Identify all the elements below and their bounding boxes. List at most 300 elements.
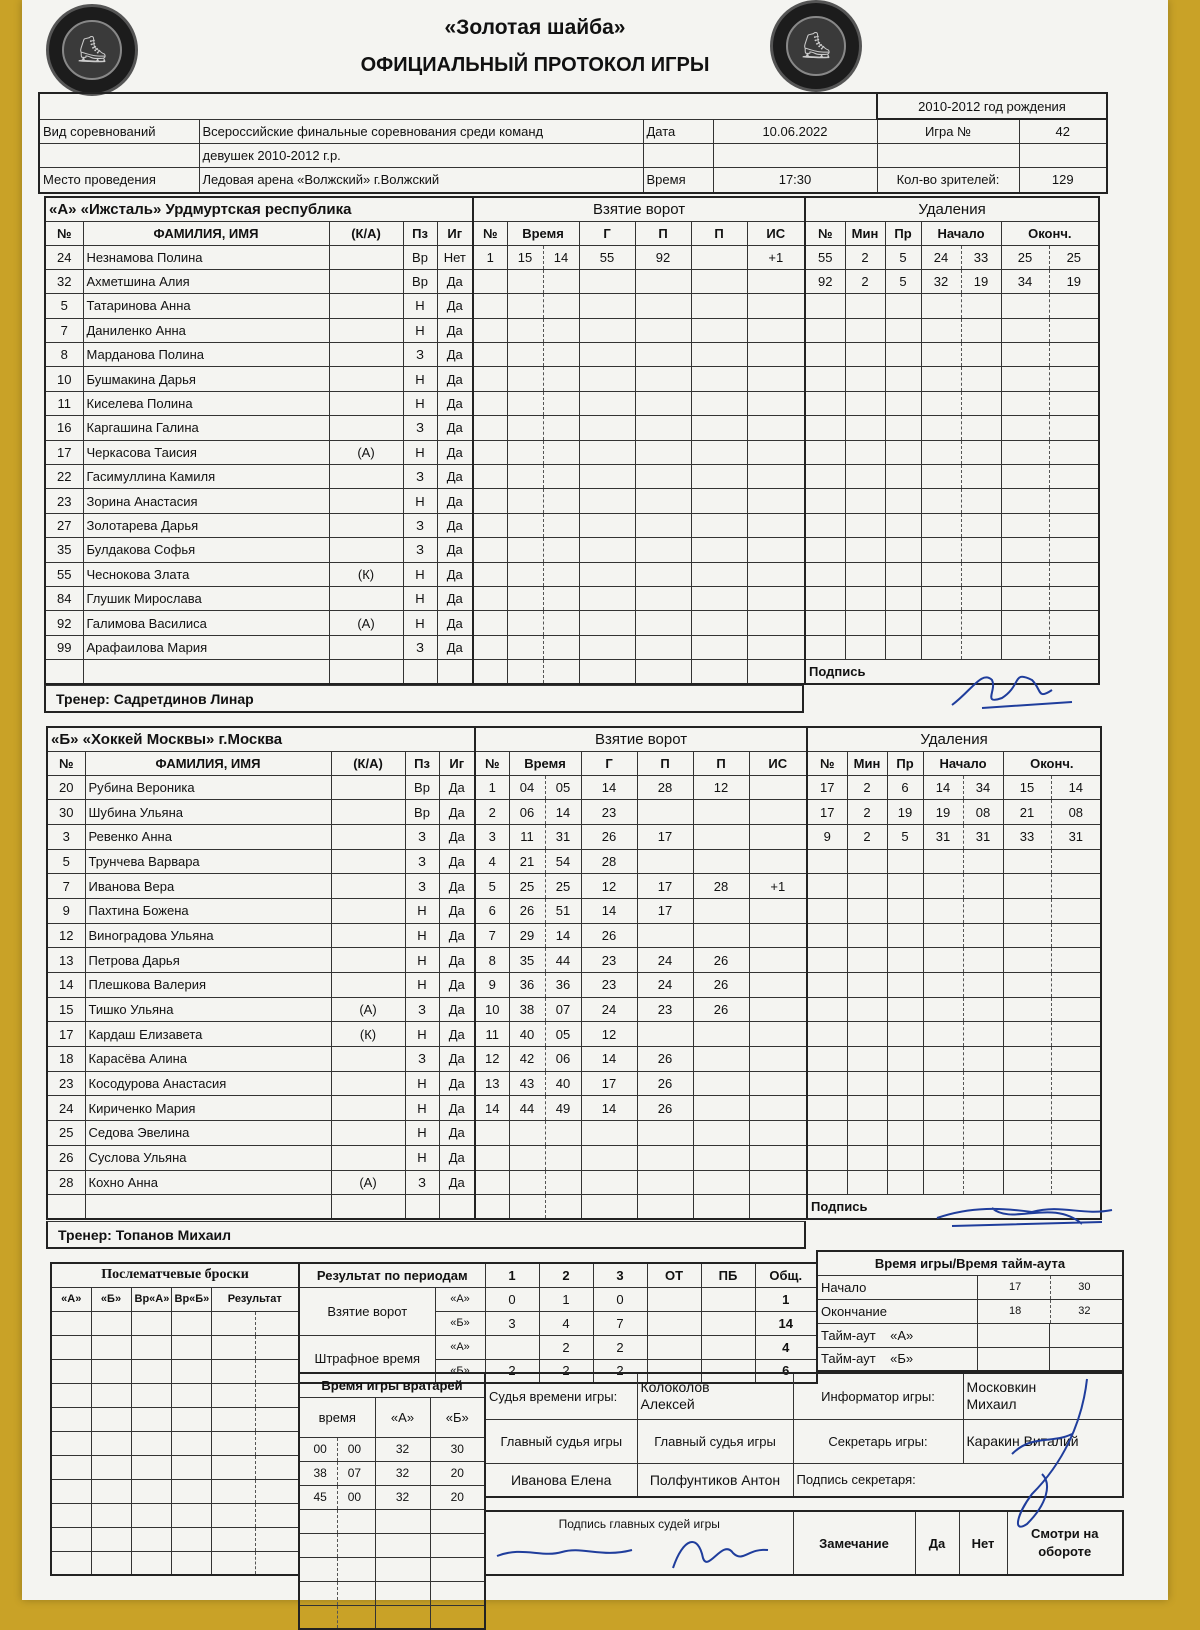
goal-assist-1: 92 [635, 245, 691, 269]
goal-assist-1: 17 [637, 874, 693, 899]
penalty-reason [885, 416, 921, 440]
player-number: 18 [47, 1047, 85, 1072]
end-label: Окончание [817, 1299, 977, 1323]
goal-assist-1 [635, 513, 691, 537]
player-role [331, 849, 405, 874]
player-name: Киселева Полина [83, 391, 329, 415]
penalty-end-min [1001, 489, 1049, 513]
goal-assist-1: 26 [637, 1047, 693, 1072]
player-role [329, 269, 403, 293]
teamA-coach-name: Садретдинов Линар [113, 691, 254, 708]
player-name: Суслова Ульяна [85, 1145, 331, 1170]
penalty-end-sec [1049, 440, 1099, 464]
shootout-row [51, 1431, 299, 1455]
penalty-end-sec: 14 [1051, 775, 1101, 800]
date-label: Дата [643, 119, 713, 143]
shootout-col-result: Результат [211, 1287, 299, 1311]
penalty-row [807, 1121, 1101, 1146]
goal-row [473, 660, 805, 684]
penalty-end-min: 25 [1001, 245, 1049, 269]
player-plays: Да [439, 874, 475, 899]
goal-scorer [579, 318, 635, 342]
goal-number [473, 294, 507, 318]
penalty-start-sec [963, 1071, 1003, 1096]
penalty-minutes: 2 [847, 824, 887, 849]
penalty-player [805, 294, 845, 318]
goal-assist-2 [691, 318, 747, 342]
goal-strength [749, 775, 807, 800]
goal-minute [507, 343, 543, 367]
penalty-row [805, 294, 1099, 318]
goal-minute: 06 [509, 800, 545, 825]
player-position [405, 1195, 439, 1220]
player-position: З [403, 343, 437, 367]
player-plays: Да [437, 343, 473, 367]
penalty-end-min: 21 [1003, 800, 1051, 825]
penalty-reason [887, 898, 923, 923]
pen-a-1 [485, 1335, 539, 1359]
goal-second [543, 660, 579, 684]
goal-strength [747, 465, 805, 489]
period-col-pb: ПБ [701, 1263, 755, 1287]
goal-number: 2 [475, 800, 509, 825]
penalty-player [807, 1121, 847, 1146]
player-row [47, 800, 475, 825]
player-position: Н [405, 923, 439, 948]
goal-assist-2 [693, 1145, 749, 1170]
goals-b-ot [647, 1311, 701, 1335]
goalie-team-b [430, 1509, 485, 1533]
player-row [45, 611, 473, 635]
player-row [45, 318, 473, 342]
pen-a-total: 4 [755, 1335, 817, 1359]
penalty-start-sec [963, 1096, 1003, 1121]
goal-assist-2 [691, 245, 747, 269]
player-row [45, 635, 473, 659]
player-name: Глушик Мирослава [83, 586, 329, 610]
player-name: Кириченко Мария [85, 1096, 331, 1121]
goal-assist-2 [691, 513, 747, 537]
goal-strength [749, 1121, 807, 1146]
hockey-player-icon: ⛸ [786, 16, 846, 76]
penalty-player [805, 489, 845, 513]
penalty-end-min [1003, 849, 1051, 874]
col-goal-assist1: П [637, 751, 693, 775]
goal-second [545, 1170, 581, 1195]
goalie-row [299, 1533, 485, 1557]
goal-assist-2 [691, 660, 747, 684]
player-position: Вр [405, 800, 439, 825]
col-goal-num: № [473, 221, 507, 245]
teamB-coach-row [46, 1221, 806, 1249]
col-ig: Иг [439, 751, 475, 775]
player-number: 28 [47, 1170, 85, 1195]
goalies-col-b: «Б» [430, 1397, 485, 1437]
player-position: Н [403, 440, 437, 464]
time-value: 17:30 [713, 167, 877, 193]
goal-row [473, 611, 805, 635]
penalty-player [807, 1096, 847, 1121]
goal-second [543, 269, 579, 293]
penalty-end-sec [1049, 513, 1099, 537]
penalty-start-min [923, 1071, 963, 1096]
goalie-team-a [375, 1605, 430, 1629]
goal-minute [507, 391, 543, 415]
chief-ref-1-signature [492, 1536, 642, 1566]
player-plays: Да [437, 294, 473, 318]
shootout-col-gk-b: Вр«Б» [171, 1287, 211, 1311]
goal-strength [749, 849, 807, 874]
goalie-row [299, 1461, 485, 1485]
col-pen-start: Начало [921, 221, 1001, 245]
penalty-start-sec [963, 1145, 1003, 1170]
player-row [47, 1047, 475, 1072]
goal-assist-1: 24 [637, 973, 693, 998]
penalty-minutes [845, 440, 885, 464]
penalty-end-sec [1049, 489, 1099, 513]
goal-assist-2: 26 [693, 997, 749, 1022]
goal-scorer [581, 1145, 637, 1170]
col-goal-assist2: П [691, 221, 747, 245]
goal-row [473, 391, 805, 415]
penalty-reason [885, 611, 921, 635]
date-value: 10.06.2022 [713, 119, 877, 143]
chief-ref-label-2: Главный судья игры [637, 1419, 793, 1463]
info-table [38, 92, 1108, 194]
penalty-end-min [1003, 1121, 1051, 1146]
player-plays: Да [437, 367, 473, 391]
player-name: Иванова Вера [85, 874, 331, 899]
player-number: 10 [45, 367, 83, 391]
penalty-minutes [845, 465, 885, 489]
penalty-reason [885, 318, 921, 342]
goal-strength [747, 391, 805, 415]
goal-assist-1: 26 [637, 1096, 693, 1121]
player-position: Н [405, 1071, 439, 1096]
game-label: Игра № [877, 119, 1019, 143]
goal-strength [747, 513, 805, 537]
penalty-minutes: 2 [847, 775, 887, 800]
player-role [329, 318, 403, 342]
goal-row [475, 1071, 807, 1096]
player-name: Татаринова Анна [83, 294, 329, 318]
goal-scorer [579, 294, 635, 318]
goal-row [473, 416, 805, 440]
goal-minute: 35 [509, 948, 545, 973]
player-role [329, 343, 403, 367]
player-plays: Да [439, 800, 475, 825]
penalty-end-min: 34 [1001, 269, 1049, 293]
goal-minute: 25 [509, 874, 545, 899]
penalty-start-sec [961, 513, 1001, 537]
goal-strength [747, 440, 805, 464]
penalty-start-sec [963, 1170, 1003, 1195]
player-number: 55 [45, 562, 83, 586]
penalty-start-sec [963, 997, 1003, 1022]
goal-assist-1: 24 [637, 948, 693, 973]
goal-second [543, 538, 579, 562]
player-role [329, 489, 403, 513]
goal-assist-1 [637, 1022, 693, 1047]
player-row [45, 391, 473, 415]
penalty-reason: 19 [887, 800, 923, 825]
chief-ref-1-name: Иванова Елена [485, 1463, 637, 1497]
penalty-end-min [1001, 562, 1049, 586]
goals-row-label: Взятие ворот [299, 1287, 435, 1335]
timekeeper-label: Судья времени игры: [485, 1373, 637, 1419]
penalty-start-min [921, 562, 961, 586]
goal-assist-1 [635, 660, 691, 684]
penalty-start-min [921, 294, 961, 318]
goals-title: Взятие ворот [473, 197, 805, 221]
penalty-player [805, 513, 845, 537]
goal-assist-2: 12 [693, 775, 749, 800]
player-position: Вр [403, 245, 437, 269]
goal-assist-1 [635, 489, 691, 513]
penalty-row [805, 562, 1099, 586]
col-num: № [45, 221, 83, 245]
teamA-players-table [44, 196, 474, 685]
goalie-team-b: 20 [430, 1461, 485, 1485]
player-plays [439, 1195, 475, 1220]
penalty-minutes [847, 1071, 887, 1096]
timeout-b-team: «Б» [890, 1351, 914, 1367]
see-back-2: обороте [1038, 1544, 1092, 1559]
goal-assist-2 [693, 1047, 749, 1072]
col-pz: Пз [405, 751, 439, 775]
goal-assist-2 [691, 269, 747, 293]
goal-scorer [579, 440, 635, 464]
pen-a-ot [647, 1335, 701, 1359]
end-hour: 18 [1009, 1305, 1022, 1317]
penalty-end-sec: 25 [1049, 245, 1099, 269]
penalty-start-min [921, 416, 961, 440]
goal-number [473, 538, 507, 562]
player-name: Ахметшина Алия [83, 269, 329, 293]
player-position: Н [403, 367, 437, 391]
goal-assist-2 [691, 440, 747, 464]
goal-assist-1 [635, 586, 691, 610]
secretary-signature [992, 1374, 1102, 1544]
penalty-minutes [845, 367, 885, 391]
goal-strength [747, 343, 805, 367]
penalty-end-sec [1049, 294, 1099, 318]
penalty-player [805, 391, 845, 415]
goal-row [473, 513, 805, 537]
penalty-end-sec [1051, 973, 1101, 998]
period-col-3: 3 [593, 1263, 647, 1287]
penalty-end-sec [1049, 391, 1099, 415]
goals-b-pb [701, 1311, 755, 1335]
player-role: (К) [329, 562, 403, 586]
goal-row [473, 294, 805, 318]
goal-second: 14 [545, 923, 581, 948]
goal-assist-1 [635, 367, 691, 391]
informer-surname: Московкин [966, 1379, 1037, 1396]
player-plays: Да [437, 440, 473, 464]
goal-second [543, 391, 579, 415]
player-plays: Да [439, 997, 475, 1022]
teamA-sign-label: Подпись [805, 660, 1099, 684]
player-plays: Да [437, 416, 473, 440]
penalty-minutes: 2 [845, 269, 885, 293]
goal-minute: 15 [507, 245, 543, 269]
teamA-coach-label: Тренер: [56, 691, 110, 708]
goal-scorer: 12 [581, 874, 637, 899]
penalty-minutes [847, 898, 887, 923]
goals-a-total: 1 [755, 1287, 817, 1311]
shootout-title: Послематчевые броски [51, 1263, 299, 1287]
see-back-1: Смотри на [1031, 1526, 1099, 1541]
title: «Золотая шайба» [444, 16, 626, 39]
penalty-start-sec [961, 318, 1001, 342]
goalie-team-b [430, 1605, 485, 1629]
penalty-start-min [921, 513, 961, 537]
penalty-row [807, 973, 1101, 998]
goalie-team-a: 32 [375, 1437, 430, 1461]
penalty-row [807, 775, 1101, 800]
penalty-row [807, 1047, 1101, 1072]
penalty-row [805, 611, 1099, 635]
penalty-minutes [845, 489, 885, 513]
goal-second: 31 [545, 824, 581, 849]
penalty-minutes [847, 1121, 887, 1146]
penalty-start-sec: 34 [963, 775, 1003, 800]
goal-assist-2: 26 [693, 973, 749, 998]
penalty-start-min [923, 948, 963, 973]
penalty-end-min [1003, 1145, 1051, 1170]
goal-scorer: 14 [581, 898, 637, 923]
penalty-player [807, 1022, 847, 1047]
shootout-row [51, 1311, 299, 1335]
shootout-row [51, 1479, 299, 1503]
player-number: 13 [47, 948, 85, 973]
player-plays: Да [439, 948, 475, 973]
goal-assist-1 [637, 849, 693, 874]
player-name: Косодурова Анастасия [85, 1071, 331, 1096]
goal-assist-1 [637, 1195, 693, 1220]
penalty-end-sec [1051, 1096, 1101, 1121]
goal-row [475, 824, 807, 849]
player-row [45, 269, 473, 293]
player-row [45, 294, 473, 318]
player-plays: Да [437, 269, 473, 293]
goal-assist-1 [635, 635, 691, 659]
player-row [47, 1096, 475, 1121]
teamA-goals-table [472, 196, 806, 685]
goal-assist-2 [691, 294, 747, 318]
penalty-end-sec [1049, 343, 1099, 367]
penalty-end-sec [1049, 635, 1099, 659]
goal-second [543, 586, 579, 610]
penalty-row [805, 391, 1099, 415]
goal-scorer: 17 [581, 1071, 637, 1096]
shootout-row [51, 1455, 299, 1479]
penalty-end-min [1001, 294, 1049, 318]
col-name: ФАМИЛИЯ, ИМЯ [83, 221, 329, 245]
goal-assist-2 [691, 391, 747, 415]
player-role [329, 367, 403, 391]
penalty-row [805, 269, 1099, 293]
player-plays: Да [439, 849, 475, 874]
penalty-end-sec [1049, 318, 1099, 342]
penalty-reason [887, 973, 923, 998]
goal-number: 10 [475, 997, 509, 1022]
player-name: Кардаш Елизавета [85, 1022, 331, 1047]
shootout-row [51, 1503, 299, 1527]
goalie-team-b [430, 1533, 485, 1557]
goals-b-1: 3 [485, 1311, 539, 1335]
player-position: З [405, 849, 439, 874]
comp-value-2: девушек 2010-2012 г.р. [199, 143, 643, 167]
period-col-1: 1 [485, 1263, 539, 1287]
player-name: Гасимуллина Камиля [83, 465, 329, 489]
penalty-row [807, 1022, 1101, 1047]
goalie-team-a [375, 1557, 430, 1581]
penalty-reason [885, 367, 921, 391]
timekeeper-surname: Колоколов [640, 1379, 710, 1396]
penalty-start-min [923, 849, 963, 874]
goalie-row [299, 1581, 485, 1605]
tournament-logo-right [770, 0, 862, 92]
goal-strength [747, 489, 805, 513]
goal-second [543, 562, 579, 586]
penalty-reason [887, 849, 923, 874]
player-number: 15 [47, 997, 85, 1022]
team-b-mark: «Б» [435, 1359, 485, 1383]
goal-strength [749, 1145, 807, 1170]
goal-minute: 42 [509, 1047, 545, 1072]
gametime-table [816, 1250, 1124, 1372]
penalty-player [805, 367, 845, 391]
penalty-row [805, 538, 1099, 562]
penalty-end-min [1001, 367, 1049, 391]
player-position: Вр [405, 775, 439, 800]
penalty-end-min [1003, 898, 1051, 923]
penalty-end-min [1001, 538, 1049, 562]
shootout-row [51, 1407, 299, 1431]
penalty-start-min [923, 1047, 963, 1072]
penalty-start-sec: 08 [963, 800, 1003, 825]
penalty-start-min: 24 [921, 245, 961, 269]
shootout-row [51, 1335, 299, 1359]
pen-a-2: 2 [539, 1335, 593, 1359]
col-pen-reason: Пр [885, 221, 921, 245]
goals-b-3: 7 [593, 1311, 647, 1335]
player-number: 25 [47, 1121, 85, 1146]
shootout-table [50, 1262, 300, 1576]
goal-assist-1 [637, 1121, 693, 1146]
gametime-title: Время игры/Время тайм-аута [817, 1251, 1123, 1275]
player-name: Золотарева Дарья [83, 513, 329, 537]
goalie-row [299, 1437, 485, 1461]
chief-refs-sign-label: Подпись главных судей игры [485, 1511, 793, 1535]
player-name [83, 660, 329, 684]
goal-scorer [579, 465, 635, 489]
goal-number: 13 [475, 1071, 509, 1096]
goal-number [473, 562, 507, 586]
penalty-row [805, 440, 1099, 464]
shootout-col-b: «Б» [91, 1287, 131, 1311]
player-row [45, 489, 473, 513]
col-goal-strength: ИС [749, 751, 807, 775]
col-goal-scorer: Г [581, 751, 637, 775]
goal-scorer: 14 [581, 1047, 637, 1072]
goal-strength [749, 973, 807, 998]
player-row [47, 1145, 475, 1170]
penalty-player: 9 [807, 824, 847, 849]
goal-scorer: 26 [581, 824, 637, 849]
